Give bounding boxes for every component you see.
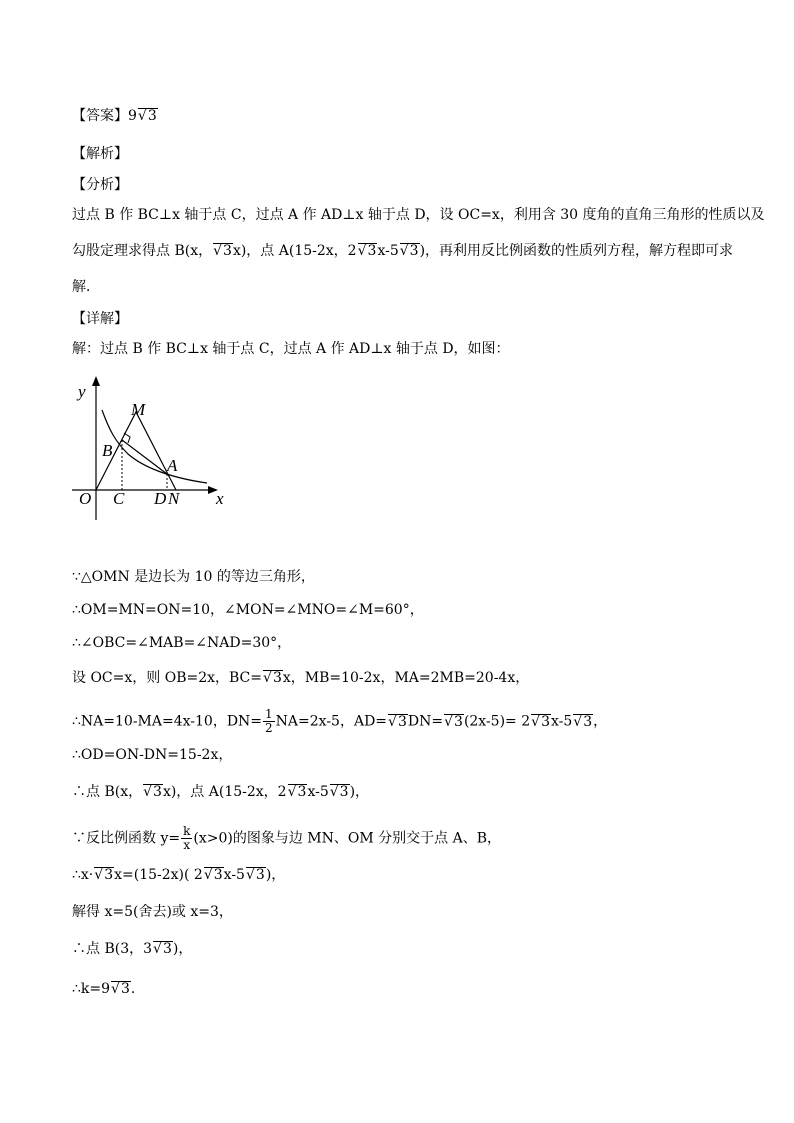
sqrt: √ 3 [400,243,420,258]
xiangjie-heading: 【详解】 [72,311,128,327]
sqrt: √ 3 [358,243,378,258]
segment-ab [122,440,167,474]
text: )，再利用反比例函数的性质列方程，解方程即可求 [419,243,734,259]
label-a: A [167,456,178,475]
step-4 [72,669,529,687]
step-10: 解得 x=5(舍去)或 x=3， [72,904,233,920]
label-x: x [216,489,224,508]
sqrt: √ 3 [246,867,266,882]
sqrt: √ 3 [204,867,224,882]
jiexi-heading: 【解析】 [72,146,128,162]
sqrt: √ 3 [531,714,551,729]
fenxi-line-2 [72,242,733,260]
label-m: M [131,400,146,419]
sqrt: √ 3 [388,714,408,729]
text: ∴点 B(3，3 [72,941,153,957]
text: ∵反比例函数 y= [72,830,181,847]
text: ∴NA=10-MA=4x-10，DN= [72,713,263,730]
sqrt: √ 3 [153,941,173,956]
geometry-figure [72,370,237,530]
step-12 [72,980,145,998]
text: ∴x· [72,867,94,883]
step-5 [72,708,607,735]
text: DN= [407,713,444,730]
answer-line [72,107,158,125]
sqrt: √ 3 [288,784,308,799]
solution-intro: 解：过点 B 作 BC⊥x 轴于点 C，过点 A 作 AD⊥x 轴于点 D，如图： [72,341,510,357]
sqrt: √ 3 [444,714,464,729]
fenxi-heading: 【分析】 [72,177,128,193]
sqrt: √ 3 [143,784,163,799]
step-6: ∴OD=ON-DN=15-2x， [72,747,233,763]
fraction [263,708,275,735]
text: ∴k=9 [72,981,111,997]
step-2: ∴OM=MN=ON=10，∠MON=∠MNO=∠M=60°， [72,602,424,618]
text: ∴点 B(x， [72,784,143,800]
text: x-5 [223,867,245,883]
step-9 [72,866,285,884]
label-n: N [168,489,180,508]
answer-value: 9 [128,108,137,124]
y-axis-arrow-icon [92,376,100,386]
text: x，MB=10-2x，MA=2MB=20-4x， [282,670,530,686]
numerator: 1 [265,707,273,721]
sqrt: √ 3 [213,243,233,258]
text: )， [265,867,286,883]
label-b: B [102,441,113,460]
step-1: ∵△OMN 是边长为 10 的等边三角形， [72,569,315,585]
text: x-5 [377,243,399,259]
label-c: C [113,489,125,508]
text: x)，点 A(15-2x，2 [232,243,357,259]
sqrt: √ 3 [573,714,593,729]
fraction [181,825,192,852]
fenxi-line-1: 过点 B 作 BC⊥x 轴于点 C，过点 A 作 AD⊥x 轴于点 D，设 OC=x，利用含 30 度角的直角三角形的性质以及 [72,207,765,223]
text: )， [172,941,193,957]
sqrt: √ 3 [330,784,350,799]
denominator: x [183,838,191,852]
text: x-5 [307,784,329,800]
answer-label: 【答案】 [72,108,128,124]
sqrt: √ 3 [111,981,131,996]
step-7 [72,783,369,801]
text: (2x-5)= 2 [463,713,531,730]
text: ． [130,981,145,997]
step-3: ∴∠OBC=∠MAB=∠NAD=30°， [72,635,292,651]
step-11 [72,940,192,958]
denominator: 2 [265,721,273,735]
text: NA=2x-5，AD= [275,713,388,730]
sqrt: √ 3 [263,670,283,685]
step-8 [72,825,501,852]
sqrt: √ 3 [138,108,158,123]
label-y: y [78,382,86,401]
text: )， [349,784,370,800]
text: x-5 [551,713,573,730]
text: (x>0)的图象与边 MN、OM 分别交于点 A、B， [193,830,501,847]
numerator: k [183,824,191,838]
text: ， [593,713,608,730]
text: 勾股定理求得点 B(x， [72,243,213,259]
fenxi-line-3: 解． [72,279,100,295]
text: 设 OC=x，则 OB=2x，BC= [72,670,263,686]
label-o: O [79,489,92,508]
label-d: D [154,489,167,508]
text: x=(15-2x)( 2 [114,867,203,883]
text: x)，点 A(15-2x，2 [162,784,287,800]
sqrt: √ 3 [94,867,114,882]
